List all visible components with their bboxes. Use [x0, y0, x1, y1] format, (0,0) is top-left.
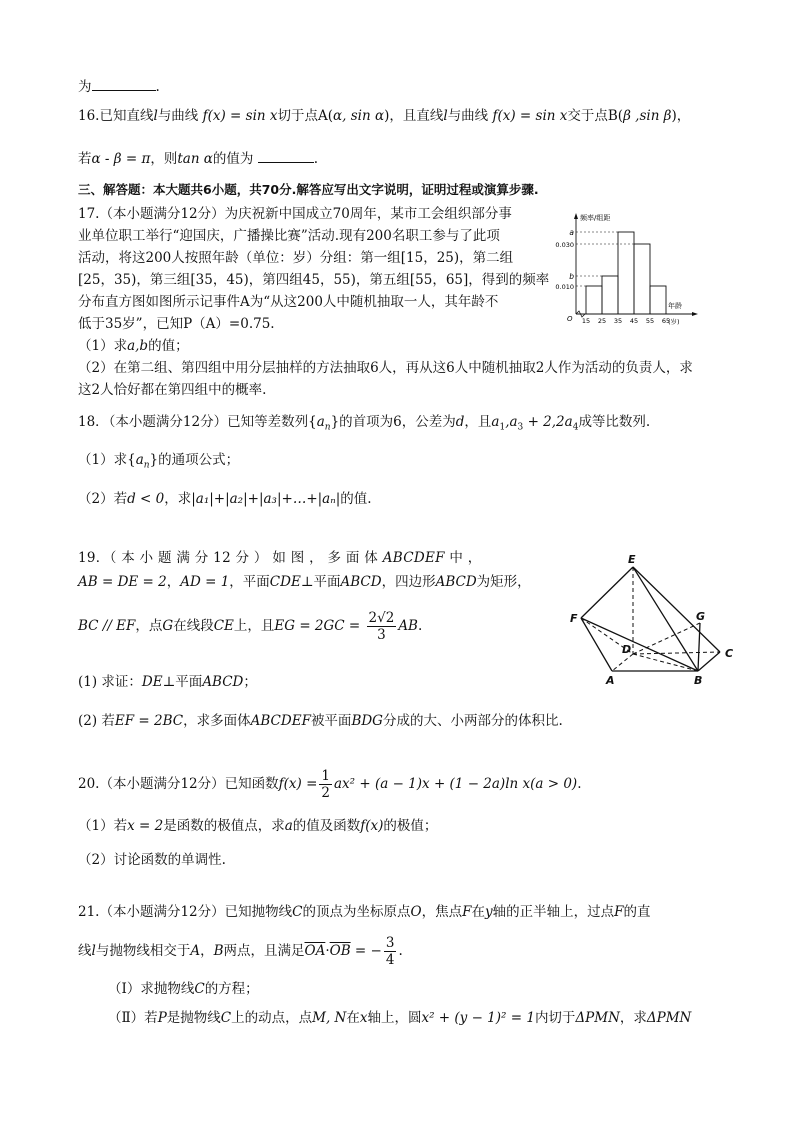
- math: F: [462, 904, 472, 920]
- text: （Ⅰ）求抛物线: [108, 981, 195, 997]
- text: 19．（ 本 小 题 满 分 12 分 ） 如 图 ， 多 面 体: [78, 550, 379, 566]
- text: (2) 若: [78, 713, 115, 729]
- q17-line1: [78, 205, 512, 223]
- text: ；: [243, 674, 257, 690]
- math: f(x) = sin x: [202, 108, 278, 124]
- text: ，则: [150, 151, 178, 167]
- text: }的首项为6，公差为: [330, 414, 456, 430]
- math: x: [359, 1010, 368, 1026]
- math: EF = 2BC: [114, 713, 184, 729]
- math: β ,sin β: [623, 108, 672, 124]
- numerator: 2√2: [368, 610, 395, 626]
- text: （1）求: [78, 338, 128, 354]
- fraction: [367, 610, 397, 643]
- edge-EF: [581, 567, 633, 618]
- answer-blank: [92, 76, 156, 91]
- q17-line3: [78, 249, 513, 267]
- text: ，且: [464, 414, 492, 430]
- text: .: [398, 943, 403, 959]
- text: ，平面: [229, 574, 270, 590]
- q21-line3: [108, 980, 259, 998]
- histogram-bar: [618, 232, 634, 314]
- text: ，: [200, 943, 214, 959]
- edge-DG: [633, 623, 700, 654]
- q17-line2: [78, 227, 500, 245]
- text: (1) 求证：: [78, 674, 142, 690]
- math: d < 0: [127, 491, 165, 507]
- text: 与抛物线相交于: [95, 943, 191, 959]
- x-tick-label: 65: [661, 317, 671, 325]
- frequency-histogram: [540, 210, 700, 328]
- text: ，求: [619, 1010, 647, 1026]
- math: 4: [572, 422, 579, 433]
- denominator: 4: [385, 952, 395, 968]
- text: ·: [325, 943, 330, 959]
- math: ABCD: [435, 574, 477, 590]
- text: .: [313, 151, 319, 167]
- histogram-bar: [650, 286, 666, 314]
- text: }的通项公式；: [149, 452, 240, 468]
- text: .: [155, 79, 160, 95]
- text: 三、解答题：本大题共6小题，共70分.解答应写出文字说明，证明过程或演算步骤.: [78, 182, 539, 197]
- text: 的值.: [340, 491, 372, 507]
- text: ，求多面体: [183, 713, 251, 729]
- text: 是函数的极值点，求: [163, 818, 285, 834]
- text: 两点，且满足: [223, 943, 305, 959]
- x-tick-label: 15: [581, 317, 591, 325]
- x-axis-label: 年龄: [668, 302, 682, 310]
- y-axis-label: 频率/组距: [580, 214, 611, 222]
- math: l: [91, 943, 96, 959]
- math: 1: [499, 422, 506, 433]
- q16-line1: [78, 107, 690, 125]
- math: DE: [141, 674, 163, 690]
- math: f(x): [360, 818, 384, 834]
- math: C: [220, 1010, 232, 1026]
- math: x² + (y − 1)² = 1: [421, 1010, 535, 1026]
- math: ,a: [505, 414, 518, 430]
- q21-line2: [78, 933, 403, 969]
- histogram-bar: [602, 276, 618, 314]
- polyhedron-figure: [560, 550, 750, 690]
- text: 21.（本小题满分12分）已知抛物线: [78, 904, 293, 920]
- text: 18．（本小题满分12分）已知等差数列{: [78, 414, 317, 430]
- text: 轴的正半轴上，过点: [492, 904, 615, 920]
- text: ，求: [164, 491, 192, 507]
- y-axis-arrow: [574, 213, 578, 219]
- math: α, sin α: [333, 108, 385, 124]
- text: （1）若: [78, 818, 128, 834]
- math: d: [455, 414, 465, 430]
- text: ，四边形: [381, 574, 436, 590]
- label-C: C: [725, 647, 734, 660]
- text: 的极值；: [383, 818, 438, 834]
- math: C: [194, 981, 205, 997]
- math: CDE: [269, 574, 301, 590]
- math: ABCD: [340, 574, 382, 590]
- y-tick-label: b: [569, 272, 574, 281]
- text: 活动，将这200人按照年龄（单位：岁）分组：第一组[15，25)，第二组: [78, 250, 514, 266]
- math: G: [162, 618, 174, 634]
- numerator: 3: [385, 935, 395, 951]
- math: BDG: [351, 713, 383, 729]
- math: l: [153, 108, 158, 124]
- fraction: [384, 935, 397, 968]
- q21-line4: [108, 1009, 691, 1027]
- text: 与曲线: [447, 108, 489, 124]
- math: + 2,2a: [523, 414, 573, 430]
- q15-tail: [78, 76, 160, 96]
- math: AB = DE = 2: [78, 574, 167, 590]
- text: 的值及函数: [292, 818, 361, 834]
- q20-line3: [78, 851, 226, 869]
- math: F: [614, 904, 624, 920]
- math: n: [143, 460, 150, 471]
- math: O: [410, 904, 422, 920]
- math: ΔPMN: [646, 1010, 692, 1026]
- label-D: D: [622, 643, 632, 656]
- math: ax² + (a − 1)x + (1 − 2a)ln x(a > 0): [334, 776, 578, 792]
- math: x = 2: [127, 818, 164, 834]
- numerator: 1: [321, 768, 330, 784]
- text: 的值为: [212, 151, 254, 167]
- x-tick-label: 45: [629, 317, 639, 325]
- text: 的值；: [148, 338, 189, 354]
- math: tan α: [177, 151, 213, 167]
- text: 在: [471, 904, 485, 920]
- y-tick-label: 0.030: [555, 241, 574, 249]
- text: 为: [78, 79, 92, 95]
- q19-line2: [78, 573, 531, 591]
- text: （Ⅱ）若: [108, 1010, 158, 1026]
- math: n: [324, 422, 331, 433]
- text: 16.已知直线: [78, 108, 154, 124]
- math: f(x) = sin x: [492, 108, 568, 124]
- math: EG = 2GC =: [274, 618, 361, 634]
- q19-line1: [78, 549, 482, 567]
- text: 分成的大、小两部分的体积比.: [382, 713, 563, 729]
- q20-line2: [78, 817, 437, 835]
- x-tick-label: 35: [613, 317, 623, 325]
- x-axis-unit: (岁): [668, 318, 680, 326]
- text: 与曲线: [157, 108, 199, 124]
- label-G: G: [696, 610, 706, 623]
- answer-blank: [258, 148, 314, 163]
- edge-DC: [633, 652, 720, 654]
- q19-line4: [78, 673, 257, 691]
- y-tick-label: a: [569, 228, 574, 237]
- vector-OB: $\overline{OB}$: [329, 943, 351, 959]
- text: 被平面: [310, 713, 352, 729]
- math: |a₁|+|a₂|+|a₃|+…+|aₙ|: [191, 491, 341, 507]
- math: B: [213, 943, 224, 959]
- text: 是抛物线: [166, 1010, 221, 1026]
- math: a,b: [127, 338, 149, 354]
- text: ，焦点: [421, 904, 463, 920]
- q20-line1: [78, 766, 581, 802]
- text: 线: [78, 943, 92, 959]
- denominator: 3: [377, 627, 386, 643]
- edge-FA: [581, 618, 612, 671]
- math: y: [484, 904, 493, 920]
- text: 上的动点，点: [231, 1010, 313, 1026]
- edge-EB: [633, 567, 698, 671]
- text: 中 ，: [449, 550, 482, 566]
- math: a: [316, 414, 325, 430]
- histogram-bar: [586, 286, 602, 314]
- math: M, N: [312, 1010, 347, 1026]
- text: （2）在第二组、第四组中用分层抽样的方法抽取6人，再从这6人中随机抽取2人作为活动的负责人，求: [78, 360, 693, 376]
- math: l: [443, 108, 448, 124]
- q16-line2: [78, 148, 318, 168]
- text: 17.（本小题满分12分）为庆祝新中国成立70周年，某市工会组织部分事: [78, 206, 512, 222]
- text: 若: [78, 151, 92, 167]
- math: ΔPMN: [575, 1010, 620, 1026]
- text: 的直: [623, 904, 651, 920]
- math: CE: [213, 618, 234, 634]
- q17-line7: [78, 337, 189, 355]
- q19-line5: [78, 712, 563, 730]
- text: 切于点A(: [277, 108, 334, 124]
- text: )，且直线: [384, 108, 444, 124]
- text: 内切于: [534, 1010, 576, 1026]
- math: P: [157, 1010, 167, 1026]
- q18-line3: [78, 490, 372, 508]
- text: 上，且: [233, 618, 275, 634]
- text: = −: [350, 943, 382, 959]
- text: )，: [671, 108, 691, 124]
- math: a: [491, 414, 500, 430]
- text: 为矩形，: [476, 574, 531, 590]
- math: ABCDEF: [250, 713, 311, 729]
- text: 低于35岁”，已知P（A）=0.75.: [78, 316, 275, 332]
- histogram-bar: [634, 244, 650, 314]
- text: ，: [166, 574, 181, 590]
- text: ⊥平面: [300, 574, 341, 590]
- q18-line1: [78, 413, 650, 437]
- text: .: [417, 618, 423, 634]
- math: 3: [517, 422, 524, 433]
- q17-line4: [78, 271, 549, 289]
- text: 分布直方图如图所示记事件A为“从这200人中随机抽取一人，其年龄不: [78, 294, 499, 310]
- text: 业单位职工举行“迎国庆，广播操比赛”活动.现有200名职工参与了此项: [78, 228, 500, 244]
- text: .: [577, 776, 582, 792]
- text: 交于点B(: [567, 108, 624, 124]
- text: 成等比数列.: [578, 414, 651, 430]
- text: ，点: [135, 618, 163, 634]
- text: 这2人恰好都在第四组中的概率.: [78, 382, 267, 398]
- section-3-heading: [78, 181, 539, 199]
- q17-line6: [78, 315, 275, 333]
- y-tick-label: 0.010: [555, 283, 574, 291]
- math: f(x) =: [278, 776, 318, 792]
- math: a: [284, 818, 293, 834]
- math: C: [292, 904, 303, 920]
- edge-DA: [612, 654, 633, 671]
- q18-line2: [78, 451, 239, 475]
- math: ABCDEF: [382, 550, 445, 566]
- q17-line8: [78, 359, 693, 377]
- origin-label: O: [567, 315, 573, 323]
- text: [25，35)，第三组[35，45)，第四组45，55)，第五组[55，65]，得到的频率: [78, 272, 550, 288]
- edge-EC: [633, 567, 720, 652]
- text: 的方程；: [204, 981, 259, 997]
- math: BC // EF: [78, 618, 136, 634]
- text: 在: [346, 1010, 360, 1026]
- label-F: F: [570, 612, 578, 625]
- math: A: [190, 943, 201, 959]
- q17-line9: [78, 381, 266, 399]
- q21-line1: [78, 903, 650, 921]
- math: AD = 1: [180, 574, 230, 590]
- text: 轴上，圆: [367, 1010, 422, 1026]
- text: 20.（本小题满分12分）已知函数: [78, 776, 279, 792]
- text: （1）求{: [78, 452, 136, 468]
- text: （2）讨论函数的单调性.: [78, 852, 226, 868]
- x-axis-arrow: [692, 312, 698, 316]
- edge-BC: [698, 652, 720, 671]
- q17-line5: [78, 293, 498, 311]
- text: ⊥平面: [162, 674, 203, 690]
- math: α - β = π: [91, 151, 151, 167]
- edge-FB: [581, 618, 698, 671]
- text: 的顶点为坐标原点: [302, 904, 411, 920]
- q19-line3: [78, 608, 422, 644]
- math: ABCD: [202, 674, 244, 690]
- text: 在线段: [173, 618, 214, 634]
- x-tick-label: 25: [597, 317, 607, 325]
- vector-OA: $\overline{OA}$: [304, 943, 326, 959]
- math: AB: [398, 618, 418, 634]
- label-B: B: [694, 674, 703, 687]
- denominator: 2: [321, 785, 330, 801]
- math: a: [135, 452, 144, 468]
- label-E: E: [628, 553, 636, 566]
- x-tick-label: 55: [645, 317, 655, 325]
- label-A: A: [606, 674, 615, 687]
- fraction: [319, 768, 332, 801]
- text: （2）若: [78, 491, 128, 507]
